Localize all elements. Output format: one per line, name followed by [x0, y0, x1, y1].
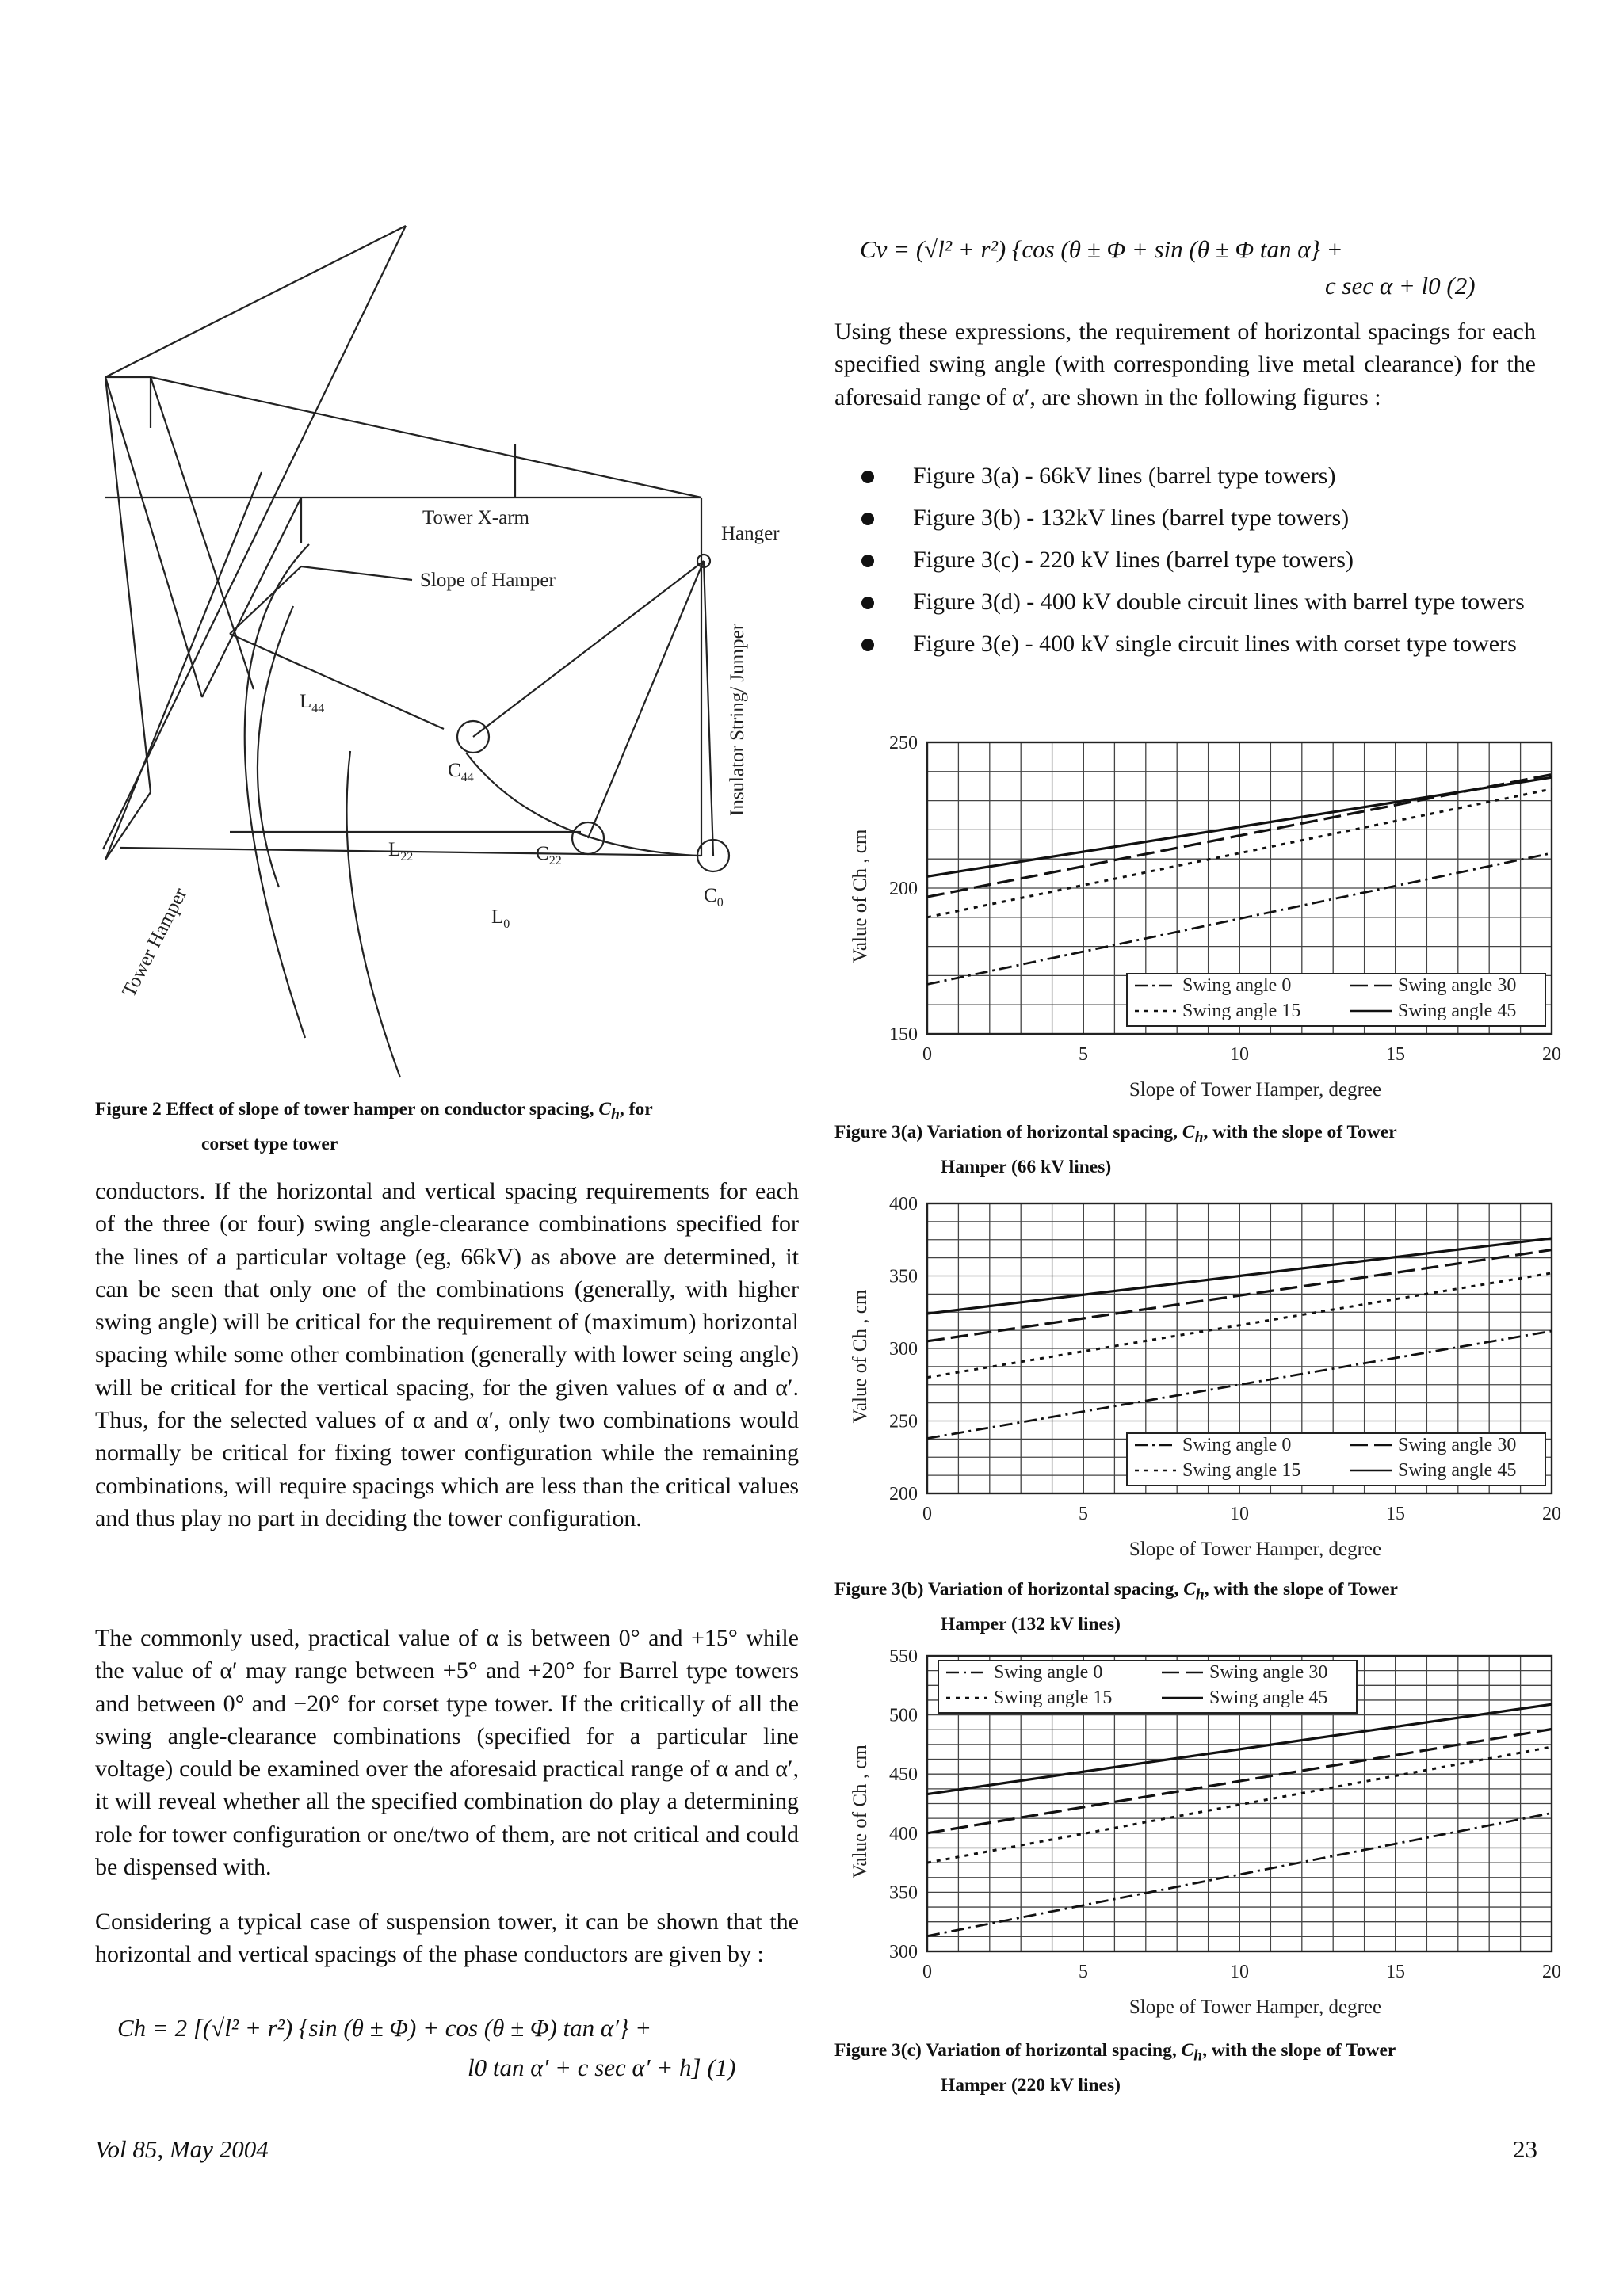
figure-3c-caption: Figure 3(c) Variation of horizontal spacing, $C_h$, with the slope of Tower Hamper (220 kV lines)	[834, 2040, 1396, 2096]
list-item: Figure 3(c) - 220 kV lines (barrel type towers)	[834, 543, 1536, 576]
chart-figure-3a	[832, 733, 1561, 1121]
legend	[1127, 974, 1545, 1026]
list-item: Figure 3(e) - 400 kV single circuit lines with corset type towers	[834, 627, 1536, 660]
y-tick-label: 550	[889, 1646, 918, 1667]
hanger-label: Hanger	[721, 523, 780, 544]
legend-label: Swing angle 30	[1398, 1435, 1517, 1455]
chart-figure-3c	[832, 1646, 1561, 2044]
footer-page-number: 23	[1513, 2135, 1537, 2163]
insulator-label: Insulator String/ Jumper	[727, 623, 748, 816]
figure-3b-caption: Figure 3(b) Variation of horizontal spacing, $C_h$, with the slope of Tower Hamper (132 kV lines)	[834, 1579, 1398, 1634]
y-tick-label: 450	[889, 1764, 918, 1786]
y-tick-label: 300	[889, 1339, 918, 1360]
c44-label: $C_{44}$	[448, 760, 474, 784]
legend-label: Swing angle 45	[1209, 1688, 1328, 1708]
y-tick-label: 500	[889, 1705, 918, 1726]
body-paragraph-1: conductors. If the horizontal and vertical spacing requirements for each of the three (or four) swing angle-clearance combinations specified for the lines of a particular voltage (eg, 66kV) as above are determined, it can be seen that only one of the combinations (generally, with higher swing angle) will be critical for the requirement of (maximum) horizontal spacing while some other combination (generally with lower seing angle) will be critical for the vertical spacing, for the given values of α and α′. Thus, for the selected values of α and α′, only two combinations would normally be critical for fixing tower configuration while the remaining combinations, will require spacings which are less than the critical values and thus play no part in deciding the tower configuration.	[95, 1178, 799, 1531]
figure-list	[834, 460, 1536, 669]
legend-label: Swing angle 0	[994, 1662, 1103, 1683]
x-tick-label: 15	[1386, 1044, 1405, 1065]
legend-label: Swing angle 0	[1182, 975, 1292, 996]
c0-label: $C_0$	[704, 885, 724, 910]
equation-2-line-1: Cv = (√l² + r²) {cos (θ ± Φ + sin (θ ± Φ tan α} +	[860, 235, 1343, 263]
equation-1-line-2: l0 tan α′ + c sec α′ + h] (1)	[468, 2054, 736, 2081]
x-tick-label: 0	[922, 1504, 932, 1524]
y-tick-label: 200	[889, 1484, 918, 1505]
legend-label: Swing angle 30	[1209, 1662, 1328, 1683]
l0-label: $L_0$	[491, 906, 510, 931]
y-tick-label: 350	[889, 1266, 918, 1287]
x-tick-label: 20	[1542, 1504, 1561, 1524]
x-tick-label: 0	[922, 1044, 932, 1065]
legend-label: Swing angle 0	[1182, 1435, 1292, 1455]
x-tick-label: 20	[1542, 1962, 1561, 1982]
legend	[938, 1661, 1357, 1713]
list-item: Figure 3(a) - 66kV lines (barrel type towers)	[834, 460, 1536, 492]
slope-hamper-label: Slope of Hamper	[420, 570, 556, 591]
legend-label: Swing angle 15	[1182, 1001, 1301, 1021]
figure-2-caption: Figure 2 Effect of slope of tower hamper on conductor spacing, $C_h$, for corset type tower	[95, 1099, 653, 1154]
list-item: Figure 3(d) - 400 kV double circuit lines with barrel type towers	[834, 585, 1536, 618]
x-axis-label: Slope of Tower Hamper, degree	[1128, 1539, 1382, 1560]
list-item: Figure 3(b) - 132kV lines (barrel type towers)	[834, 502, 1536, 534]
y-tick-label: 300	[889, 1942, 918, 1962]
equation-1-line-1: Ch = 2 [(√l² + r²) {sin (θ ± Φ) + cos (θ ± Φ) tan α′} +	[117, 2014, 652, 2042]
tower-xarm-label: Tower X-arm	[422, 507, 529, 528]
x-tick-label: 0	[922, 1962, 932, 1982]
y-tick-label: 250	[889, 1411, 918, 1432]
equation-2-line-2: c sec α + l0 (2)	[1325, 272, 1476, 299]
figure-3a-caption: Figure 3(a) Variation of horizontal spacing, $C_h$, with the slope of Tower Hamper (66 kV lines)	[834, 1122, 1397, 1177]
legend-label: Swing angle 15	[994, 1688, 1113, 1708]
x-tick-label: 10	[1230, 1962, 1249, 1982]
x-tick-label: 15	[1386, 1962, 1405, 1982]
y-tick-label: 200	[889, 879, 918, 899]
y-tick-label: 150	[889, 1024, 918, 1045]
y-tick-label: 400	[889, 1194, 918, 1215]
body-paragraph-3: Considering a typical case of suspension tower, it can be shown that the horizontal and vertical spacings of the phase conductors are given by :	[95, 1909, 799, 1968]
x-axis-label: Slope of Tower Hamper, degree	[1128, 1997, 1382, 2018]
c22-label: $C_{22}$	[536, 843, 562, 868]
x-tick-label: 15	[1386, 1504, 1405, 1524]
legend	[1127, 1433, 1545, 1486]
y-axis-label: Value of Ch , cm	[850, 1745, 871, 1878]
legend-label: Swing angle 45	[1398, 1001, 1517, 1021]
legend-label: Swing angle 45	[1398, 1460, 1517, 1481]
l44-label: $L_{44}$	[300, 691, 325, 715]
x-tick-label: 5	[1079, 1962, 1088, 1982]
x-tick-label: 20	[1542, 1044, 1561, 1065]
legend-label: Swing angle 15	[1182, 1460, 1301, 1481]
tower-hamper-label: Tower Hamper	[118, 884, 192, 1001]
x-axis-label: Slope of Tower Hamper, degree	[1128, 1079, 1382, 1100]
legend-label: Swing angle 30	[1398, 975, 1517, 996]
l22-label: $L_{22}$	[388, 839, 414, 864]
y-axis-label: Value of Ch , cm	[850, 829, 871, 963]
chart-figure-3b	[832, 1191, 1561, 1579]
x-tick-label: 10	[1230, 1504, 1249, 1524]
x-tick-label: 5	[1079, 1504, 1088, 1524]
y-tick-label: 350	[889, 1882, 918, 1904]
x-tick-label: 10	[1230, 1044, 1249, 1065]
body-paragraph-2: The commonly used, practical value of α is between 0° and +15° while the value of α′ may range between +5° and +20° for Barrel type towers and between 0° and −20° for corset type tower. If the critically of all the swing angle-clearance combinations (specified for a particular line voltage) could be examined over the aforesaid practical range of α and α′, it will reveal whether all the specified combination do play a determining role for tower configuration or one/two of them, are not critical and could be dispensed with.	[95, 1625, 799, 1881]
figure-2-diagram	[95, 214, 808, 1093]
y-tick-label: 250	[889, 733, 918, 753]
y-tick-label: 400	[889, 1823, 918, 1844]
intro-paragraph: Using these expressions, the requirement of horizontal spacings for each specified swing angle (with corresponding live metal clearance) for the aforesaid range of α′, are shown in the following figures :	[834, 318, 1536, 410]
y-axis-label: Value of Ch , cm	[850, 1289, 871, 1424]
x-tick-label: 5	[1079, 1044, 1088, 1065]
footer-journal-info: Vol 85, May 2004	[95, 2135, 269, 2163]
